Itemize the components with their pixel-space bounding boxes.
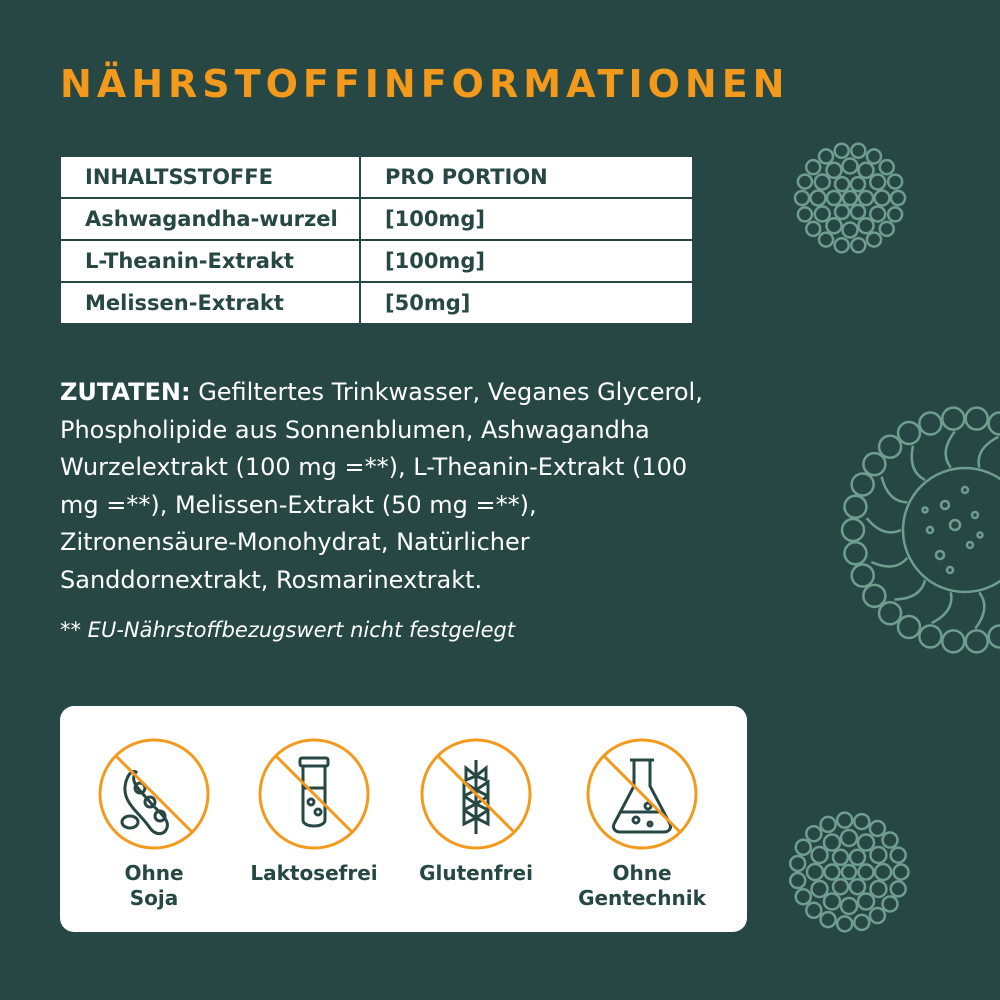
column-header-per-portion: PRO PORTION (360, 156, 693, 198)
no-gmo-icon (584, 736, 700, 852)
table-row (60, 198, 693, 240)
badge-label (396, 861, 556, 886)
table-header-row (60, 156, 693, 198)
decor-dot-cluster-top (790, 138, 910, 258)
badge-label-text: Laktosefrei (250, 861, 378, 885)
decor-cell-circle (830, 395, 1000, 665)
nutrition-table (59, 155, 694, 325)
ingredient-amount: [50mg] (360, 282, 693, 324)
column-header-ingredients: INHALTSSTOFFE (60, 156, 360, 198)
table-row (60, 240, 693, 282)
page-title: NÄHRSTOFFINFORMATIONEN (60, 62, 790, 106)
ingredients-text (60, 374, 720, 599)
ingredients-label: ZUTATEN: (60, 378, 191, 406)
no-lactose-icon (256, 736, 372, 852)
badge-label (74, 861, 234, 911)
decor-dot-cluster-bottom (782, 805, 917, 940)
ingredient-name: Ashwagandha-wurzel (60, 198, 360, 240)
ingredient-amount: [100mg] (360, 240, 693, 282)
badge-label-text: Glutenfrei (419, 861, 533, 885)
footnote: ** EU-Nährstoffbezugswert nicht festgelegt (60, 618, 516, 642)
badge-label (234, 861, 394, 886)
badge-label (562, 861, 722, 911)
no-gluten-icon (418, 736, 534, 852)
table-row (60, 282, 693, 324)
badge-panel (60, 706, 747, 932)
badge-label-text: Ohne Soja (124, 861, 184, 910)
badge-label-text: Ohne Gentechnik (578, 861, 706, 910)
ingredient-amount: [100mg] (360, 198, 693, 240)
ingredient-name: L-Theanin-Extrakt (60, 240, 360, 282)
no-soy-icon (96, 736, 212, 852)
ingredients-list: Gefiltertes Trinkwasser, Veganes Glycerol, Phospholipide aus Sonnenblumen, Ashwagandha Wurzelextrakt (100 mg =**), L-Theanin-Extrakt (100 mg =**), Melissen-Extrakt (50 mg =**), Zitronensäure-Monohydrat, Natürlicher Sanddornextrakt, Rosmarinextrakt. (60, 378, 703, 594)
ingredient-name: Melissen-Extrakt (60, 282, 360, 324)
